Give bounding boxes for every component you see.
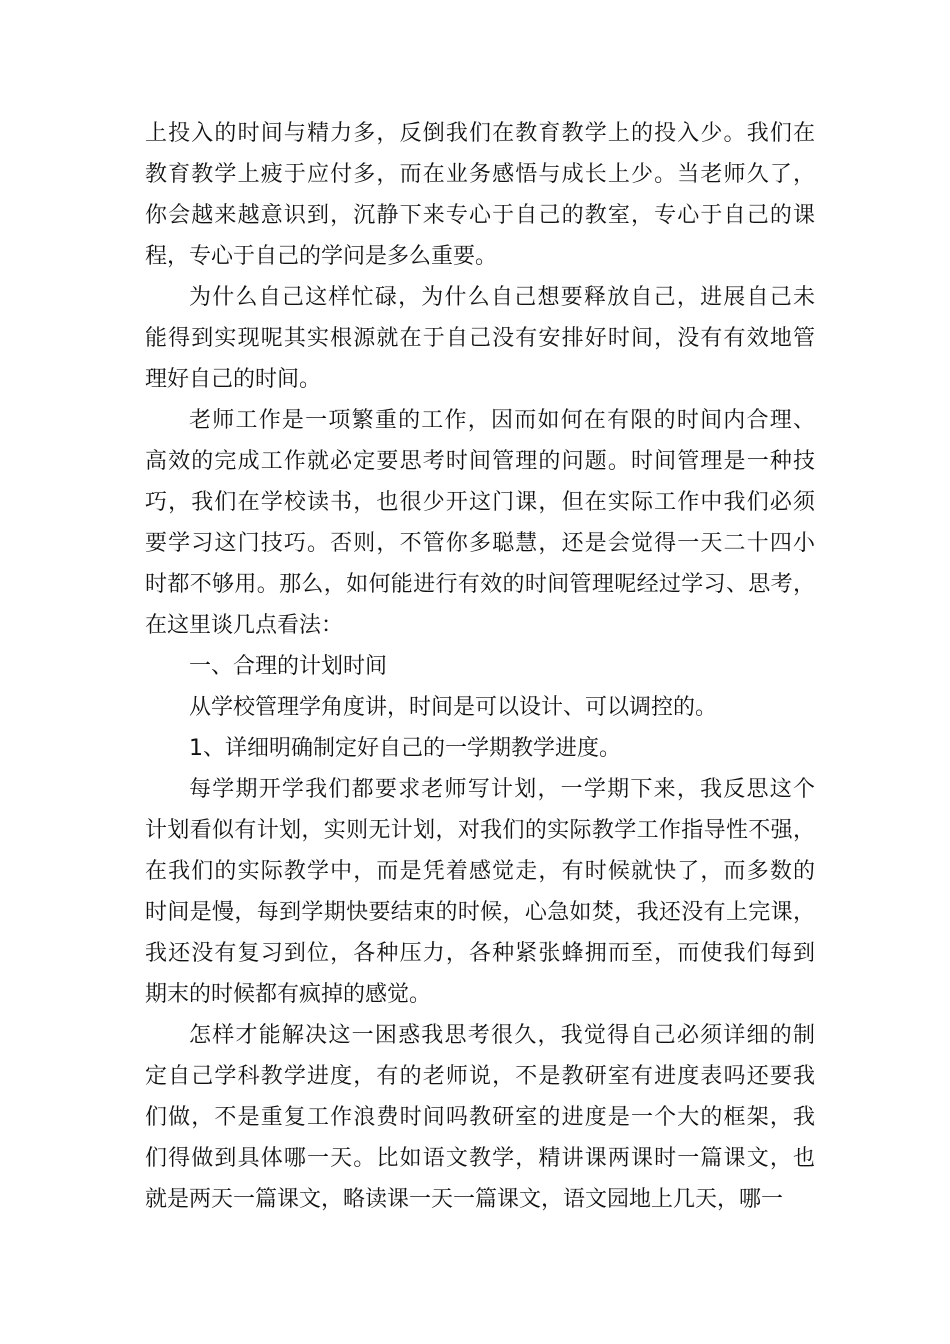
text-line: 时都不够用。那么，如何能进行有效的时间管理呢经过学习、思考，	[145, 572, 815, 597]
text-line: 每学期开学我们都要求老师写计划，一学期下来，我反思这个	[189, 777, 815, 802]
paragraph	[145, 687, 815, 728]
paragraph	[145, 400, 815, 646]
text-line: 定自己学科教学进度，有的老师说，不是教研室有进度表吗还要我	[145, 1064, 815, 1089]
text-line: 就是两天一篇课文，略读课一天一篇课文，语文园地上几天，哪一	[145, 1187, 784, 1212]
document-body	[145, 113, 815, 1220]
text-line: 能得到实现呢其实根源就在于自己没有安排好时间，没有有效地管	[145, 326, 815, 351]
text-line: 你会越来越意识到，沉静下来专心于自己的教室，专心于自己的课	[145, 203, 815, 228]
text-line: 要学习这门技巧。否则，不管你多聪慧，还是会觉得一天二十四小	[145, 531, 815, 556]
text-line: 从学校管理学角度讲，时间是可以设计、可以调控的。	[189, 695, 718, 720]
text-line: 们做，不是重复工作浪费时间吗教研室的进度是一个大的框架，我	[145, 1105, 815, 1130]
text-line: 一、合理的计划时间	[189, 654, 388, 679]
paragraph	[145, 646, 815, 687]
text-line: 高效的完成工作就必定要思考时间管理的问题。时间管理是一种技	[145, 449, 815, 474]
text-line: 期末的时候都有疯掉的感觉。	[145, 982, 432, 1007]
text-line: 巧，我们在学校读书，也很少开这门课，但在实际工作中我们必须	[145, 490, 815, 515]
text-line: 计划看似有计划，实则无计划，对我们的实际教学工作指导性不强，	[145, 818, 815, 843]
text-line: 程，专心于自己的学问是多么重要。	[145, 244, 498, 269]
paragraph	[145, 1015, 815, 1220]
text-line: 1、详细明确制定好自己的一学期教学进度。	[189, 736, 621, 761]
paragraph	[145, 113, 815, 277]
paragraph	[145, 769, 815, 1015]
text-line: 上投入的时间与精力多，反倒我们在教育教学上的投入少。我们在	[145, 121, 815, 146]
text-line: 教育教学上疲于应付多，而在业务感悟与成长上少。当老师久了，	[145, 162, 815, 187]
text-line: 在我们的实际教学中，而是凭着感觉走，有时候就快了，而多数的	[145, 859, 815, 884]
text-line: 老师工作是一项繁重的工作，因而如何在有限的时间内合理、	[189, 408, 815, 433]
paragraph	[145, 728, 815, 769]
text-line: 我还没有复习到位，各种压力，各种紧张蜂拥而至，而使我们每到	[145, 941, 815, 966]
text-line: 在这里谈几点看法：	[145, 613, 344, 638]
paragraph	[145, 277, 815, 400]
text-line: 理好自己的时间。	[145, 367, 322, 392]
text-line: 为什么自己这样忙碌，为什么自己想要释放自己，进展自己未	[189, 285, 815, 310]
text-line: 们得做到具体哪一天。比如语文教学，精讲课两课时一篇课文，也	[145, 1146, 815, 1171]
text-line: 怎样才能解决这一困惑我思考很久，我觉得自己必须详细的制	[189, 1023, 815, 1048]
text-line: 时间是慢，每到学期快要结束的时候，心急如焚，我还没有上完课，	[145, 900, 815, 925]
